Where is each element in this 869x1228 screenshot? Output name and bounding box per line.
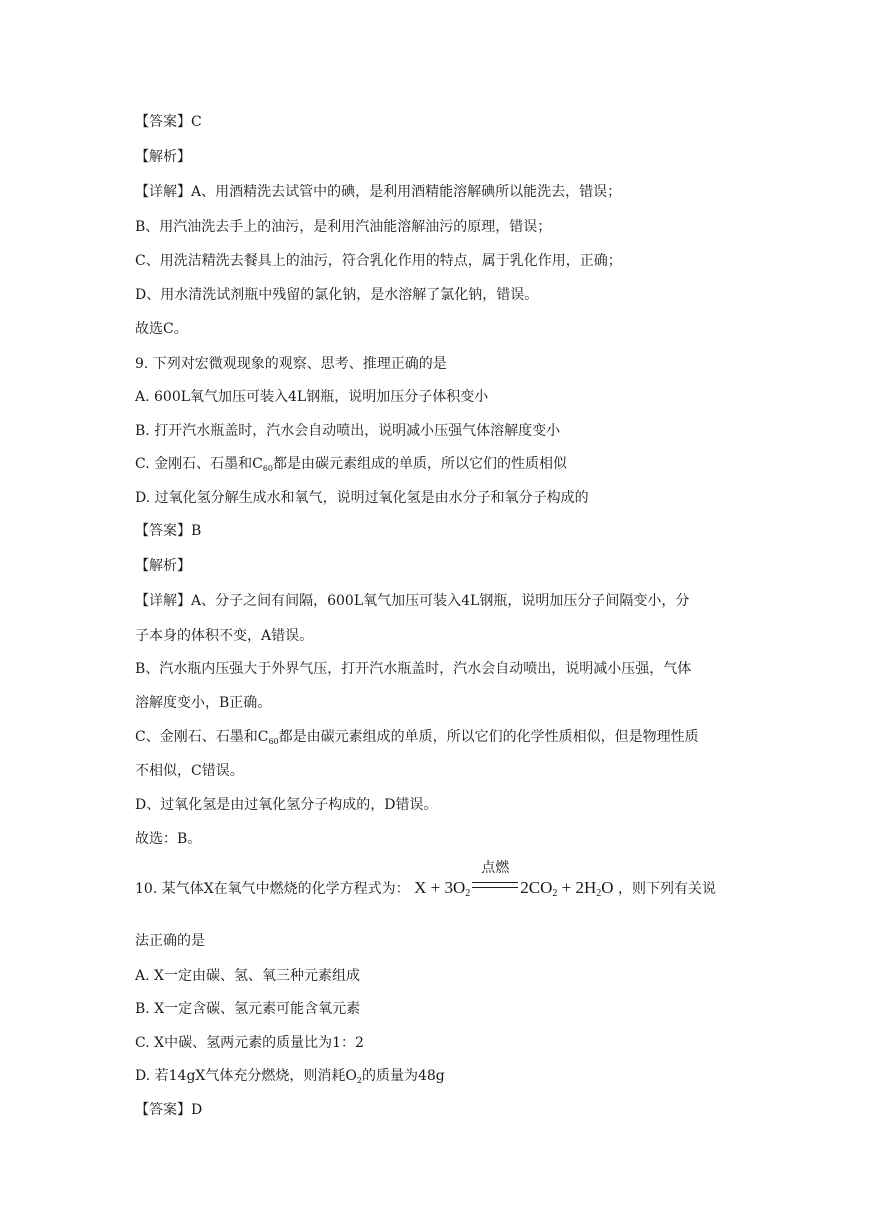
- answer-tag: 【答案】: [135, 1102, 191, 1118]
- q10-answer: [135, 1100, 202, 1120]
- answer-tag: 【答案】: [135, 523, 191, 539]
- q9-option-a: A. 600L氧气加压可装入4L钢瓶，说明加压分子体积变小: [135, 389, 489, 405]
- q8-detail-line-a: 【详解】A、用酒精洗去试管中的碘，是利用酒精能溶解碘所以能洗去，错误；: [135, 184, 622, 200]
- answer-tag: 【答案】: [135, 114, 191, 130]
- q8-answer: [135, 112, 202, 132]
- q8-detail-line-d: D、用水清洗试剂瓶中残留的氯化钠，是水溶解了氯化钠，错误。: [135, 287, 539, 303]
- q8-detail-line-c: C、用洗洁精洗去餐具上的油污，符合乳化作用的特点，属于乳化作用，正确；: [135, 253, 622, 269]
- detail-tag: 【详解】: [135, 184, 191, 200]
- q8-conclusion: 故选C。: [135, 321, 188, 337]
- q9-option-d: D. 过氧化氢分解生成水和氧气，说明过氧化氢是由水分子和氧分子构成的: [135, 490, 589, 506]
- q9-detail-a1: 【详解】A、分子之间有间隔，600L氧气加压可装入4L钢瓶，说明加压分子间隔变小，分: [135, 593, 690, 609]
- q9-option-b: B. 打开汽水瓶盖时，汽水会自动喷出，说明减小压强气体溶解度变小: [135, 423, 561, 439]
- q10-option-a: A. X一定由碳、氢、氧三种元素组成: [135, 968, 360, 984]
- chemical-equation: $X + 3O_2$ 点燃 $2CO_2 + 2H_2O$: [414, 860, 614, 899]
- q9-detail-b1: B、汽水瓶内压强大于外界气压，打开汽水瓶盖时，汽水会自动喷出，说明减小压强，气体: [135, 661, 692, 677]
- answer-value: D: [191, 1102, 203, 1118]
- q9-detail-c2: 不相似，C错误。: [135, 763, 244, 779]
- q10-stem: 10. 某气体X在氧气中燃烧的化学方程式为： $X + 3O_2$ 点燃 $2CO_2 + 2H_2O$ ，则下列有关说: [135, 860, 717, 899]
- q9-analysis-tag: 【解析】: [135, 558, 191, 574]
- detail-tag: 【详解】: [135, 593, 191, 609]
- q8-detail-line-b: B、用汽油洗去手上的油污，是利用汽油能溶解油污的原理，错误；: [135, 219, 552, 235]
- q9-detail-b2: 溶解度变小，B正确。: [135, 695, 272, 711]
- q8-analysis-tag: 【解析】: [135, 149, 191, 165]
- q10-option-d: D. 若14gX气体充分燃烧，则消耗$O_2$的质量为48g: [135, 1068, 445, 1085]
- q10-stem-line2: 法正确的是: [135, 933, 205, 949]
- q9-conclusion: 故选：B。: [135, 831, 202, 847]
- equals-bar: [472, 882, 518, 888]
- q9-detail-d: D、过氧化氢是由过氧化氢分子构成的，D错误。: [135, 797, 438, 813]
- q9-detail-a2: 子本身的体积不变，A错误。: [135, 628, 314, 644]
- q9-option-c: C. 金刚石、石墨和$C_{60}$都是由碳元素组成的单质，所以它们的性质相似: [135, 456, 568, 473]
- q10-option-b: B. X一定含碳、氢元素可能含氧元素: [135, 1001, 361, 1017]
- q10-option-c: C. X中碳、氢两元素的质量比为1：2: [135, 1035, 364, 1051]
- q9-detail-c1: C、金刚石、石墨和$C_{60}$都是由碳元素组成的单质，所以它们的化学性质相似，但是物理性质: [135, 729, 699, 746]
- answer-value: B: [191, 523, 202, 539]
- reaction-condition: 点燃: [472, 878, 518, 898]
- q9-stem: 9. 下列对宏微观现象的观察、思考、推理正确的是: [135, 356, 447, 372]
- answer-value: C: [191, 114, 202, 130]
- q9-answer: [135, 521, 201, 541]
